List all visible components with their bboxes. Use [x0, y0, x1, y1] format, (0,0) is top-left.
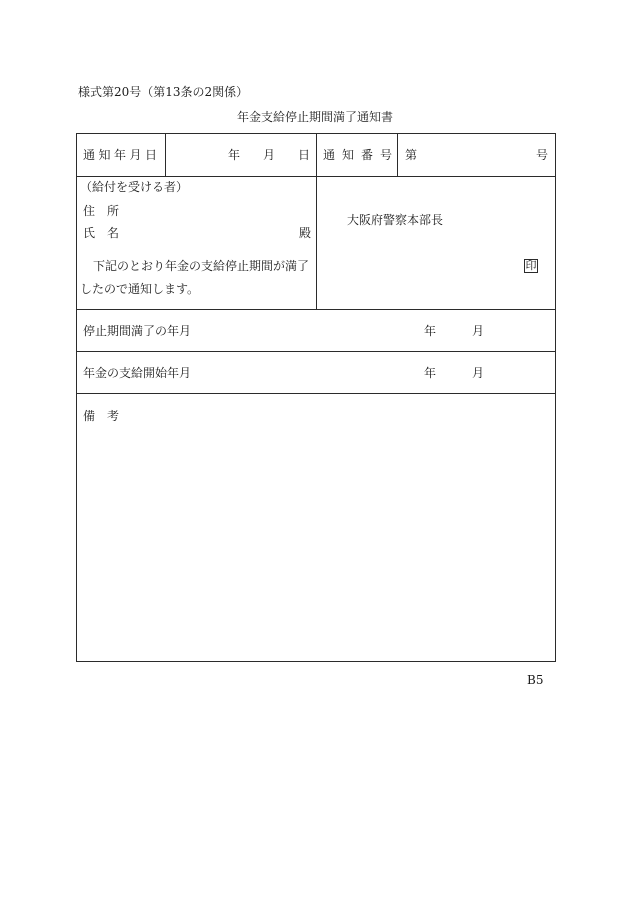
paper-size-label: B5	[527, 673, 544, 687]
issuer-name: 大阪府警察本部長	[347, 213, 444, 227]
notice-message-line-2: したので通知します。	[80, 282, 200, 296]
notice-table	[76, 133, 556, 662]
column-divider	[165, 134, 166, 176]
suspension-end-label: 停止期間満了の年月	[83, 324, 192, 338]
column-divider	[316, 134, 317, 309]
remarks-label: 備 考	[83, 409, 120, 423]
notice-date-year-unit: 年	[228, 148, 241, 162]
notice-number-suffix: 号	[536, 148, 549, 162]
payment-start-year-unit: 年	[424, 366, 437, 380]
address-label: 住 所	[83, 204, 120, 218]
seal-mark: 印	[525, 259, 537, 272]
row-divider	[77, 351, 555, 352]
row-divider	[77, 309, 555, 310]
honorific: 殿	[299, 226, 312, 240]
suspension-end-month-unit: 月	[472, 324, 485, 338]
notice-message-line-1: 下記のとおり年金の支給停止期間が満了	[93, 259, 310, 273]
row-divider	[77, 393, 555, 394]
notice-date-month-unit: 月	[263, 148, 276, 162]
form-number: 様式第20号（第13条の2関係）	[78, 85, 249, 99]
notice-date-day-unit: 日	[298, 148, 311, 162]
suspension-end-year-unit: 年	[424, 324, 437, 338]
payment-start-label: 年金の支給開始年月	[83, 366, 192, 380]
document-title: 年金支給停止期間満了通知書	[236, 110, 393, 124]
notice-number-label: 通知番号	[323, 148, 400, 162]
notice-number-prefix: 第	[405, 148, 418, 162]
recipient-heading: （給付を受ける者）	[80, 180, 189, 194]
notice-date-label: 通知年月日	[83, 148, 161, 162]
name-label: 氏 名	[83, 226, 120, 240]
payment-start-month-unit: 月	[472, 366, 485, 380]
